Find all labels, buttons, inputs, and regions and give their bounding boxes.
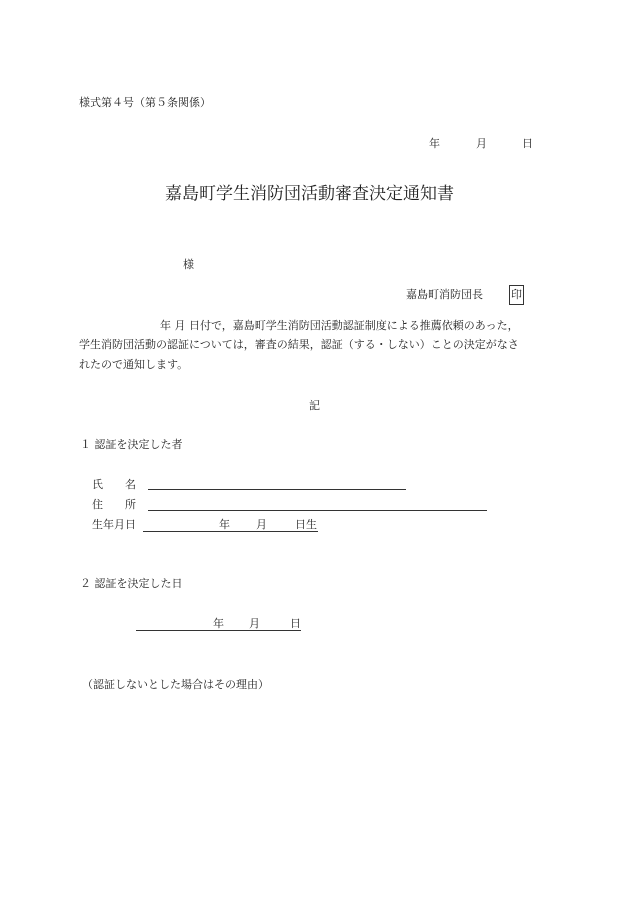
body-line-1: 年 月 日付で，嘉島町学生消防団活動認証制度による推薦依頼のあった，	[160, 319, 519, 332]
body-line-2: 学生消防団活動の認証については，審査の結果，認証（する・しない）ことの決定がなさ	[79, 338, 519, 351]
issuer-name: 嘉島町消防団長	[406, 288, 483, 301]
date-year-label: 年	[429, 137, 440, 150]
decision-date-blank-line	[136, 630, 301, 631]
section1-heading: １ 認証を決定した者	[80, 438, 183, 451]
decision-year-label: 年	[213, 617, 224, 630]
decision-month-label: 月	[249, 617, 260, 630]
body-line-3: れたので通知します。	[79, 358, 189, 371]
address-blank-line	[148, 510, 487, 511]
form-number: 様式第４号（第５条関係）	[79, 96, 211, 109]
document-title: 嘉島町学生消防団活動審査決定通知書	[165, 184, 454, 204]
birthdate-blank-line	[143, 531, 318, 532]
birthdate-label: 生年月日	[92, 518, 136, 531]
decision-day-label: 日	[290, 617, 301, 630]
birth-day-label: 日生	[295, 518, 317, 531]
date-day-label: 日	[522, 137, 533, 150]
seal-mark: 印	[509, 285, 524, 305]
date-month-label: 月	[476, 137, 487, 150]
birth-month-label: 月	[256, 518, 267, 531]
ki-heading: 記	[309, 399, 320, 412]
address-label: 住 所	[92, 498, 136, 511]
addressee-honorific: 様	[183, 258, 194, 271]
name-label: 氏 名	[92, 478, 136, 491]
birth-year-label: 年	[219, 518, 230, 531]
reason-note: （認証しないとした場合はその理由）	[82, 678, 269, 691]
section2-heading: ２ 認証を決定した日	[80, 577, 183, 590]
name-blank-line	[148, 489, 406, 490]
